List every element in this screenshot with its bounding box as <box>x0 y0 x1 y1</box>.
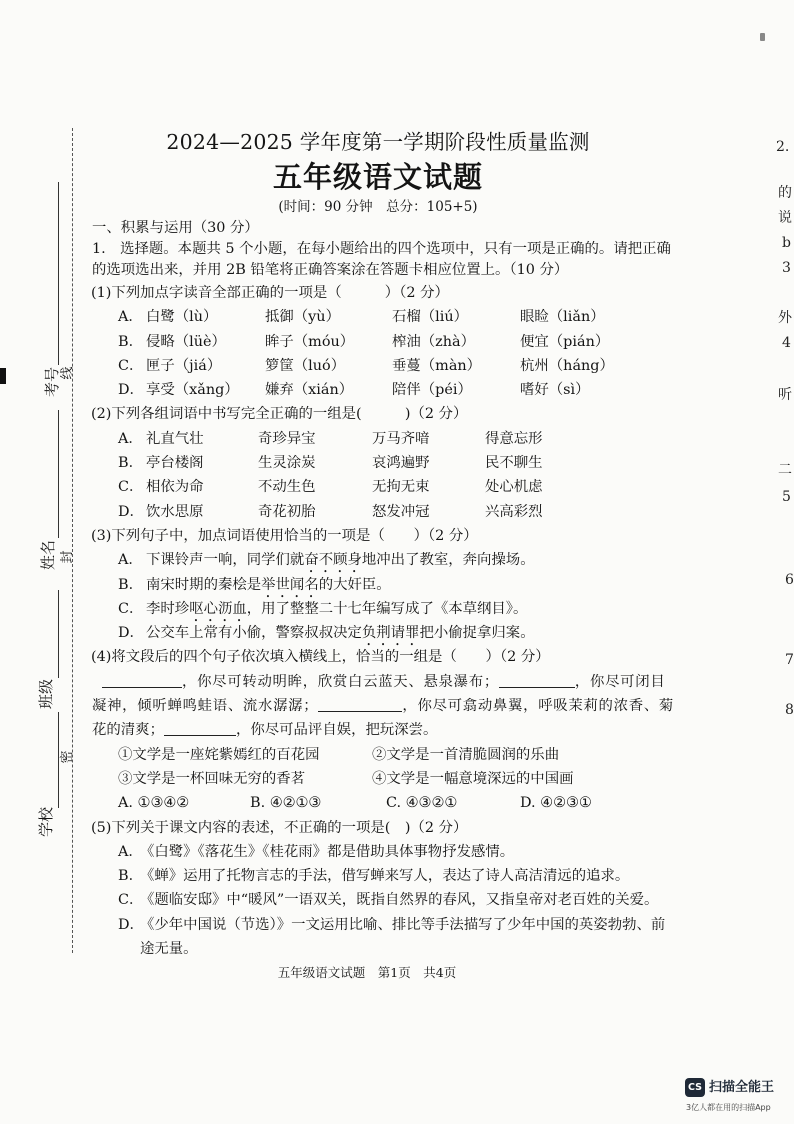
sub-question-3-option-c <box>0 597 760 621</box>
passage-line-2 <box>0 694 760 718</box>
sentence-choices-row-2 <box>0 767 760 791</box>
camscanner-logo-icon: CS <box>685 1078 705 1097</box>
sentence-part: 李时珍 <box>146 600 190 617</box>
option-item: 眼睑（liǎn） <box>520 309 605 326</box>
fill-blank <box>102 675 182 688</box>
sentence-choice: ④文学是一幅意境深远的中国画 <box>372 770 574 787</box>
camscanner-app-name: 扫描全能王 <box>709 1080 775 1095</box>
next-page-fragment: 的 <box>778 185 792 201</box>
option-item: 相依为命 <box>146 479 204 496</box>
option-item: 民不聊生 <box>485 455 543 472</box>
option-c: C. ④③②① <box>386 795 458 812</box>
exam-meta: (时间：90 分钟 总分：105+5) <box>278 199 478 215</box>
paper-title: 五年级语文试题 <box>272 160 483 194</box>
sub-question-3-stem: (3)下列句子中，加点词语使用恰当的一项是（ ）（2 分） <box>91 527 478 544</box>
page-footer: 五年级语文试题 第1页 共4页 <box>277 965 457 980</box>
option-item: 奇花初胎 <box>258 503 316 520</box>
next-page-fragment: 二 <box>778 462 792 478</box>
passage-text: ，你尽可闭目 <box>574 673 666 690</box>
sub-question-5-option-d <box>0 913 760 937</box>
option-item: 抵御（yù） <box>265 309 340 326</box>
option-item: 生灵涂炭 <box>258 455 316 472</box>
fill-blank <box>499 675 575 688</box>
school-label: 学校 <box>37 806 55 838</box>
next-page-fragment: 4 <box>782 335 791 351</box>
sub-question-1-option-c <box>0 354 760 378</box>
cut-line-mark: 线 <box>60 366 75 380</box>
option-a: A. ①③④② <box>118 795 190 812</box>
option-item: 万马齐喑 <box>372 430 430 447</box>
option-label: B． <box>118 455 143 472</box>
option-item: 陪伴（péi） <box>392 382 472 399</box>
option-label: C． <box>118 479 144 496</box>
fill-blank <box>164 723 236 736</box>
dotted-phrase: 奋不顾身 <box>304 552 362 569</box>
option-item: 便宜（pián） <box>520 333 610 350</box>
sentence-choice: ③文学是一杯回味无穷的香茗 <box>118 770 306 787</box>
passage-text: ，你尽可转动明眸，欣赏白云蓝天、悬泉瀑布； <box>182 673 499 690</box>
passage-text: 凝神，倾听蝉鸣蛙语、流水潺潺； <box>92 698 319 715</box>
option-item: 眸子（móu） <box>265 333 355 350</box>
sub-question-2-option-b <box>0 451 760 475</box>
question-body <box>0 218 760 961</box>
passage-text: 花的清爽； <box>92 722 164 739</box>
sentence-part: ，用了整整二十七年编写成了《本草纲目》。 <box>246 600 528 617</box>
section-title: 一、积累与运用（30 分） <box>92 220 259 236</box>
sub-question-5-option-a <box>0 840 760 864</box>
option-item: 无拘无束 <box>372 479 430 496</box>
fill-blank <box>318 699 402 712</box>
option-item: 垂蔓（màn） <box>392 357 482 374</box>
next-page-fragment: 8 <box>785 702 794 718</box>
option-label: C． <box>118 600 144 617</box>
option-item: 礼直气壮 <box>146 430 204 447</box>
option-item: 侵略（lüè） <box>146 333 226 350</box>
option-item: 兴高彩烈 <box>485 503 543 520</box>
name-label: 姓名 <box>39 539 57 571</box>
option-item: 石榴（liú） <box>392 309 469 326</box>
option-label: D． <box>118 625 144 642</box>
option-text: 《蝉》运用了托物言志的手法，借写蝉来写人，表达了诗人高洁清远的追求。 <box>140 868 630 885</box>
option-item: 处心机虑 <box>485 479 543 496</box>
option-item: 奇珍异宝 <box>258 430 316 447</box>
camscanner-slogan: 3亿人都在用的扫描App <box>686 1103 771 1112</box>
next-page-fragment: 说 <box>778 210 792 226</box>
sentence-part: 南宋时期的秦桧是 <box>146 576 262 593</box>
option-item: 不动生色 <box>258 479 316 496</box>
class-label: 班级 <box>37 678 55 710</box>
dotted-phrase: 举世闻名 <box>261 576 319 593</box>
dotted-phrase: 负荆请罪 <box>361 625 420 642</box>
option-label: D． <box>118 916 144 933</box>
option-item: 怒发冲冠 <box>372 503 430 520</box>
sub-question-2-option-a <box>0 427 760 451</box>
secret-mark: 密 <box>60 750 75 764</box>
next-page-fragment: 7 <box>785 652 794 668</box>
option-label: B． <box>118 576 143 593</box>
sub-question-4-options <box>0 791 760 815</box>
sub-question-1-option-d <box>0 378 760 402</box>
scan-speck <box>760 33 765 41</box>
sub-question-4-stem: (4)将文段后的四个句子依次填入横线上，恰当的一组是（ ）（2 分） <box>91 649 550 666</box>
sub-question-5-option-b <box>0 864 760 888</box>
option-item: 匣子（jiá） <box>146 357 222 374</box>
next-page-fragment: 3 <box>782 260 791 276</box>
sub-question-3-option-b <box>0 573 760 597</box>
option-item: 嫌弃（xián） <box>265 382 354 399</box>
option-item: 箩筐（luó） <box>265 357 346 374</box>
option-label: C． <box>118 357 144 374</box>
option-label: A． <box>118 309 143 326</box>
passage-line-1 <box>0 670 760 694</box>
option-label: B． <box>118 333 143 350</box>
option-item: 白鹭（lù） <box>146 309 218 326</box>
sub-question-5-option-c <box>0 888 760 912</box>
sentence-part: 地冲出了教室，奔向操场。 <box>361 552 535 569</box>
next-page-fragment: 外 <box>778 310 792 326</box>
sub-question-3-option-a <box>0 548 760 572</box>
sentence-part: 公交车上常有小偷，警察叔叔决定 <box>146 625 362 642</box>
option-text: 《题临安邸》中“暖风”一语双关，既指自然界的春风，又指皇帝对老百姓的关爱。 <box>140 892 659 909</box>
option-b: B. ④②①③ <box>250 795 322 812</box>
option-item: 得意忘形 <box>485 430 543 447</box>
option-item: 饮水思原 <box>146 503 204 520</box>
option-label: A． <box>118 843 143 860</box>
q1-instructions-line1: 1. 选择题。本题共 5 个小题，在每小题给出的四个选项中，只有一项是正确的。请把正确 <box>92 241 671 257</box>
exam-title: 2024—2025 学年度第一学期阶段性质量监测 <box>166 130 590 154</box>
sentence-choices-row-1 <box>0 743 760 767</box>
sentence-choice: ②文学是一首清脆圆润的乐曲 <box>372 746 560 763</box>
seal-mark: 封 <box>60 550 75 564</box>
option-text: 《白鹭》《落花生》《桂花雨》都是借助具体事物抒发感情。 <box>140 843 515 860</box>
q1-instructions-line2: 的选项选出来，并用 2B 铅笔将正确答案涂在答题卡相应位置上。（10 分） <box>92 262 569 278</box>
sub-question-1-option-a <box>0 305 760 329</box>
sentence-choice: ①文学是一座姹紫嫣红的百花园 <box>118 746 320 763</box>
option-item: 亭台楼阁 <box>146 455 204 472</box>
next-page-fragment: 听 <box>778 387 792 403</box>
passage-text: ，你尽可品评自娱，把玩深尝。 <box>235 722 438 739</box>
option-label: D． <box>118 382 144 399</box>
dotted-phrase: 呕心沥血 <box>189 600 247 617</box>
option-label: B． <box>118 868 143 885</box>
option-item: 哀鸿遍野 <box>372 455 430 472</box>
option-d: D. ④②③① <box>520 795 592 812</box>
option-text-continued: 途无量。 <box>140 941 198 958</box>
sub-question-5-option-d-continued <box>0 937 760 961</box>
passage-text: ，你尽可翕动鼻翼，呼吸茉莉的浓香、菊 <box>402 698 675 715</box>
option-item: 杭州（háng） <box>520 357 614 374</box>
option-item: 榨油（zhà） <box>392 333 475 350</box>
sub-question-3-option-d <box>0 621 760 645</box>
sentence-part: 把小偷捉拿归案。 <box>419 625 535 642</box>
option-label: D． <box>118 503 144 520</box>
option-item: 嗜好（sì） <box>520 382 590 399</box>
option-label: A． <box>118 430 143 447</box>
sentence-part: 下课铃声一响，同学们就 <box>146 552 305 569</box>
option-item: 享受（xǎng） <box>146 382 239 399</box>
sub-question-2-option-c <box>0 475 760 499</box>
option-label: C． <box>118 892 144 909</box>
sub-question-1-stem: (1)下列加点字读音全部正确的一项是（ ）（2 分） <box>91 285 449 301</box>
option-label: A． <box>118 552 143 569</box>
exam-no-label: 考号 <box>43 366 61 398</box>
passage-line-3 <box>0 718 760 742</box>
sub-question-2-stem: (2)下列各组词语中书写完全正确的一组是( )（2 分） <box>91 406 468 423</box>
option-text: 《少年中国说（节选）》一文运用比喻、排比等手法描写了少年中国的英姿勃勃、前 <box>140 916 666 933</box>
sub-question-2-option-d <box>0 500 760 524</box>
next-page-fragment: 6 <box>785 572 794 588</box>
sub-question-1-option-b <box>0 330 760 354</box>
next-page-fragment: 5 <box>782 489 791 505</box>
next-page-fragment: b <box>782 235 791 251</box>
sub-question-5-stem: (5)下列关于课文内容的表述，不正确的一项是( )（2 分） <box>91 819 468 836</box>
next-page-fragment: 2. <box>776 139 790 155</box>
sentence-part: 的大奸臣。 <box>318 576 391 593</box>
